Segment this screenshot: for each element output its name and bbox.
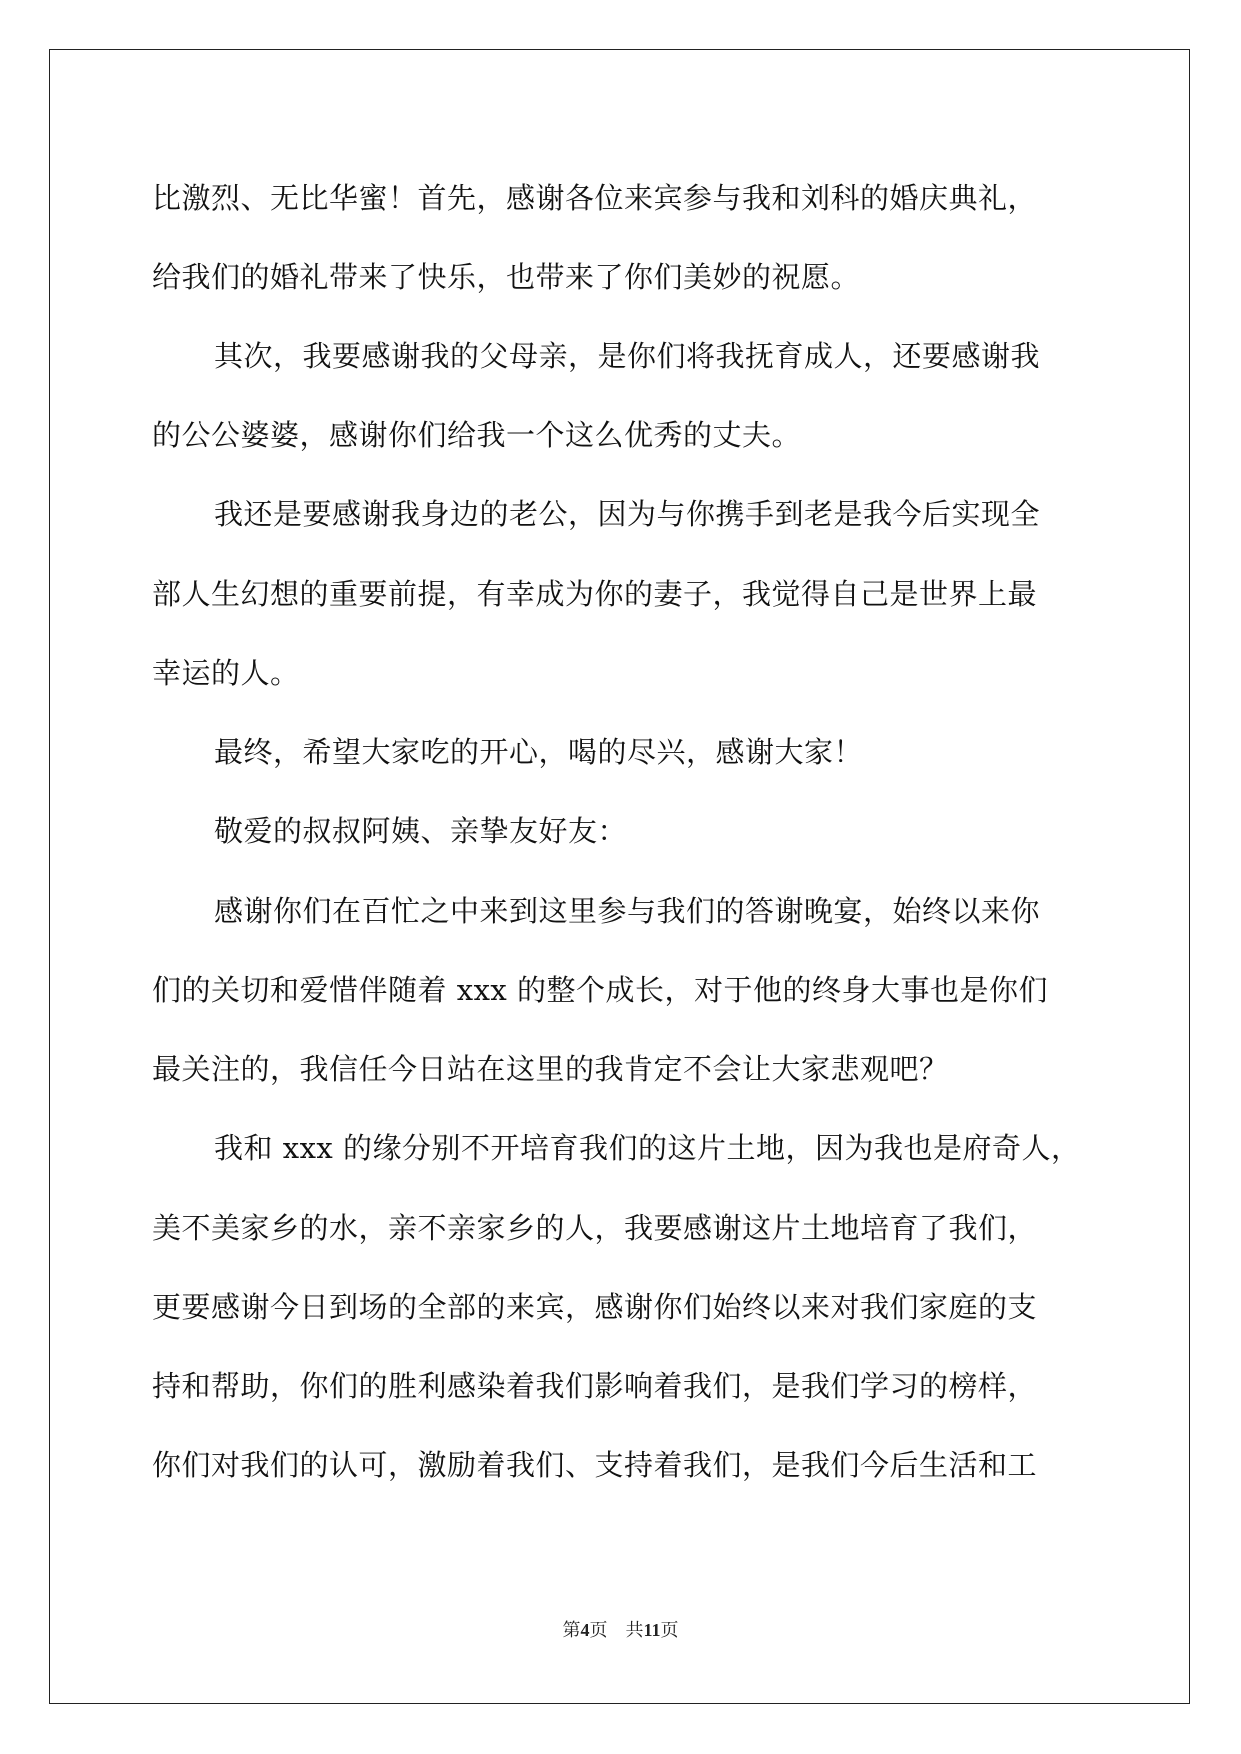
text-line: 最终，希望大家吃的开心，喝的尽兴，感谢大家！ [214,735,864,769]
text-line: 美不美家乡的水，亲不亲家乡的人，我要感谢这片土地培育了我们， [152,1211,1038,1245]
text-line: 感谢你们在百忙之中来到这里参与我们的答谢晚宴，始终以来你 [214,894,1041,928]
text-line: 部人生幻想的重要前提，有幸成为你的妻子，我觉得自己是世界上最 [152,577,1038,611]
page-suffix: 页 [589,1620,608,1640]
text-line: 我还是要感谢我身边的老公，因为与你携手到老是我今后实现全 [214,497,1041,531]
text-line: 们的关切和爱惜伴随着 xxx 的整个成长，对于他的终身大事也是你们 [152,973,1049,1007]
page-number: 4 [580,1620,590,1640]
text-line: 给我们的婚礼带来了快乐，也带来了你们美妙的祝愿。 [152,260,861,294]
text-line: 更要感谢今日到场的全部的来宾，感谢你们始终以来对我们家庭的支 [152,1290,1038,1324]
text-line: 其次，我要感谢我的父母亲，是你们将我抚育成人，还要感谢我 [214,339,1041,373]
text-line: 持和帮助，你们的胜利感染着我们影响着我们，是我们学习的榜样， [152,1369,1038,1403]
text-line: 幸运的人。 [152,656,300,690]
total-prefix: 共 [625,1620,644,1640]
total-suffix: 页 [660,1620,679,1640]
text-line: 比激烈、无比华蜜！首先，感谢各位来宾参与我和刘科的婚庆典礼， [152,181,1038,215]
text-line: 你们对我们的认可，激励着我们、支持着我们，是我们今后生活和工 [152,1448,1038,1482]
text-line: 我和 xxx 的缘分别不开培育我们的这片土地，因为我也是府奇人， [214,1131,1081,1165]
total-pages: 11 [643,1620,661,1640]
text-line: 的公公婆婆，感谢你们给我一个这么优秀的丈夫。 [152,418,802,452]
text-line: 敬爱的叔叔阿姨、亲挚友好友： [214,814,628,848]
text-line: 最关注的，我信任今日站在这里的我肯定不会让大家悲观吧？ [152,1052,949,1086]
page-prefix: 第 [562,1620,581,1640]
page-footer [0,1616,1241,1642]
